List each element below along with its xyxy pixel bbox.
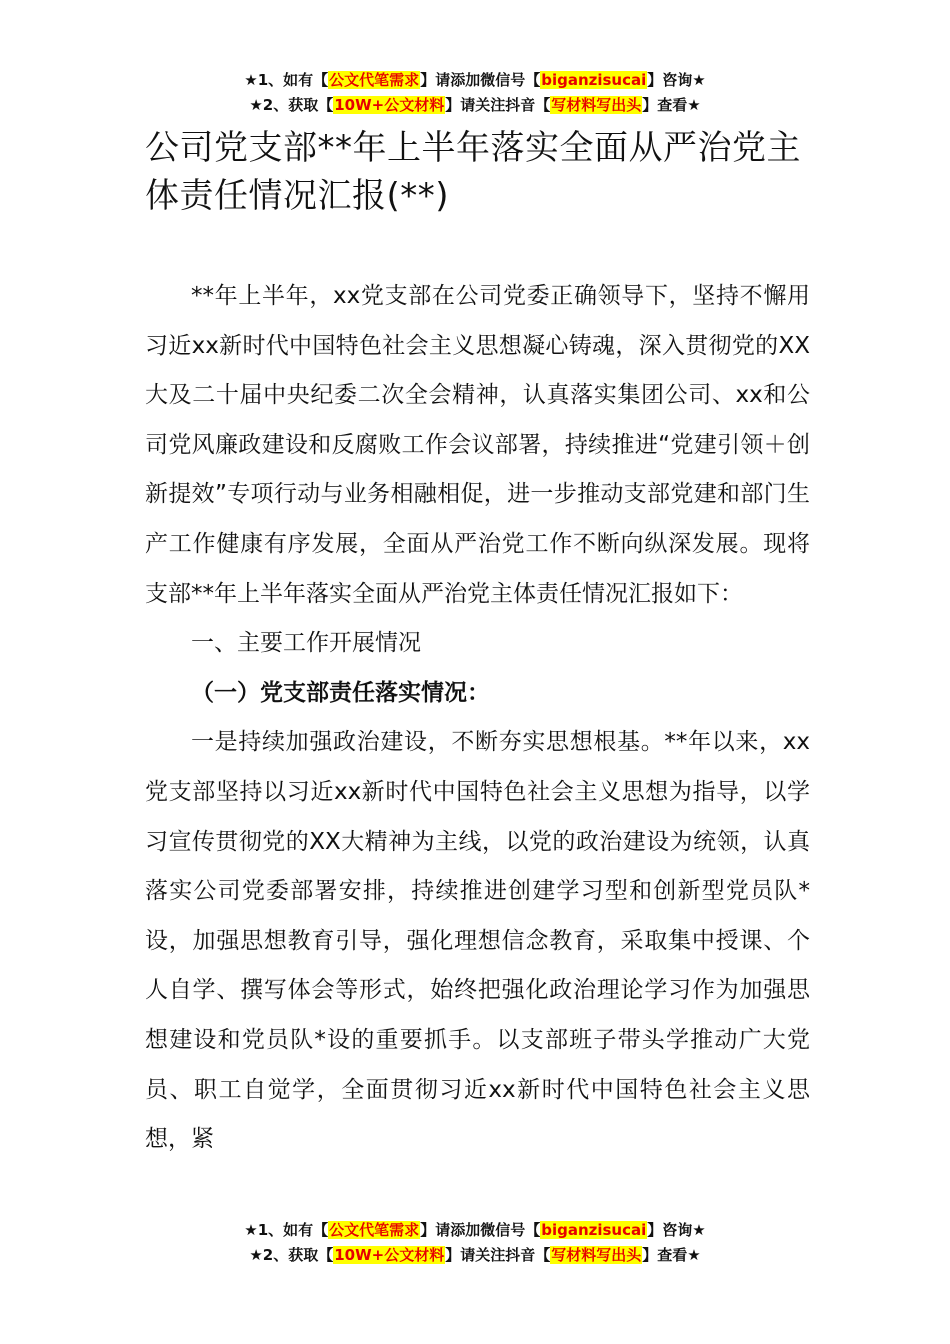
banner-text: ★1、如有【 bbox=[244, 71, 329, 89]
banner-line-1 bbox=[0, 1218, 950, 1243]
banner-text: 】请关注抖音【 bbox=[445, 1246, 551, 1264]
banner-line-2 bbox=[0, 1243, 950, 1268]
highlight-douyin-id: 写材料写出头 bbox=[551, 1246, 642, 1264]
highlight-wechat-id: biganzisucai bbox=[541, 1221, 647, 1239]
banner-text: 】查看★ bbox=[642, 1246, 701, 1264]
highlight-wechat-id: biganzisucai bbox=[541, 71, 647, 89]
banner-text: 】请关注抖音【 bbox=[445, 96, 551, 114]
banner-line-2 bbox=[0, 93, 950, 118]
highlight-service: 公文代笔需求 bbox=[329, 71, 420, 89]
banner-text: ★2、获取【 bbox=[249, 96, 334, 114]
footer-banner bbox=[0, 1218, 950, 1268]
highlight-douyin-id: 写材料写出头 bbox=[551, 96, 642, 114]
section-heading: 一、主要工作开展情况 bbox=[191, 630, 421, 657]
subsection-heading: （一）党支部责任落实情况： bbox=[191, 679, 490, 706]
highlight-service: 公文代笔需求 bbox=[329, 1221, 420, 1239]
banner-line-1 bbox=[0, 68, 950, 93]
banner-text: ★1、如有【 bbox=[244, 1221, 329, 1239]
banner-text: 】咨询★ bbox=[647, 71, 706, 89]
document-title: 公司党支部**年上半年落实全面从严治党主体责任情况汇报(**) bbox=[145, 128, 801, 216]
banner-text: 】咨询★ bbox=[647, 1221, 706, 1239]
banner-text: ★2、获取【 bbox=[249, 1246, 334, 1264]
banner-text: 】查看★ bbox=[642, 96, 701, 114]
document-body bbox=[145, 272, 810, 1165]
paragraph-intro: **年上半年，xx党支部在公司党委正确领导下，坚持不懈用习近xx新时代中国特色社会主义思想凝心铸魂，深入贯彻党的XX大及二十届中央纪委二次全会精神，认真落实集团公司、xx和公司党风廉政建设和反腐败工作会议部署，持续推进“党建引领＋创新提效”专项行动与业务相融相促，进一步推动支部党建和部门生产工作健康有序发展，全面从严治党工作不断向纵深发展。现将支部**年上半年落实全面从严治党主体责任情况汇报如下： bbox=[145, 283, 810, 607]
highlight-materials: 10W+公文材料 bbox=[334, 96, 445, 114]
banner-text: 】请添加微信号【 bbox=[420, 71, 541, 89]
paragraph-body: 一是持续加强政治建设，不断夯实思想根基。**年以来，xx党支部坚持以习近xx新时代中国特色社会主义思想为指导，以学习宣传贯彻党的XX大精神为主线，以党的政治建设为统领，认真落实公司党委部署安排，持续推进创建学习型和创新型党员队*设，加强思想教育引导，强化理想信念教育，采取集中授课、个人自学、撰写体会等形式，始终把强化政治理论学习作为加强思想建设和党员队*设的重要抓手。以支部班子带头学推动广大党员、职工自觉学，全面贯彻习近xx新时代中国特色社会主义思想，紧 bbox=[145, 729, 810, 1153]
header-banner bbox=[0, 68, 950, 118]
banner-text: 】请添加微信号【 bbox=[420, 1221, 541, 1239]
highlight-materials: 10W+公文材料 bbox=[334, 1246, 445, 1264]
